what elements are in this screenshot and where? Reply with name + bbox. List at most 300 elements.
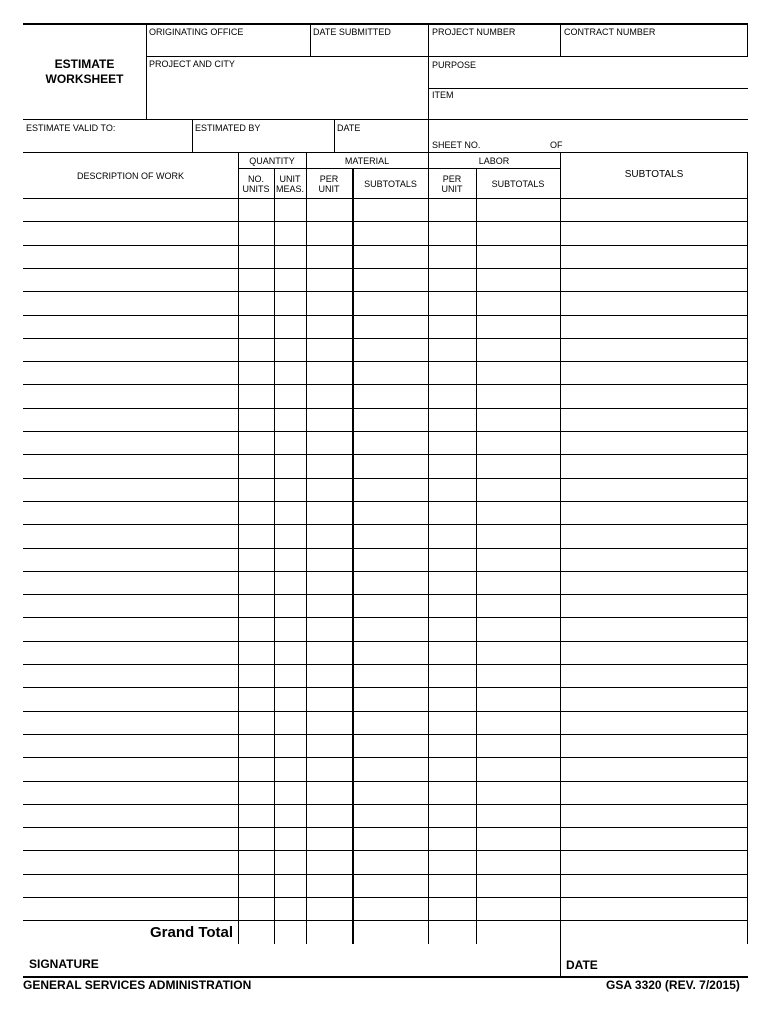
row-cell-subtotal[interactable] <box>561 269 746 290</box>
row-cell-description[interactable] <box>24 269 237 290</box>
row-cell-no-units[interactable] <box>239 851 273 873</box>
row-cell-description[interactable] <box>24 409 237 430</box>
row-cell-subtotal[interactable] <box>561 805 746 826</box>
row-cell-subtotal[interactable] <box>561 502 746 523</box>
col-lab-per-unit-line2: UNIT <box>441 184 463 194</box>
row-cell-lab-subtotal[interactable] <box>477 385 559 407</box>
row-cell-mat-subtotal[interactable] <box>354 455 427 477</box>
row-cell-mat-subtotal[interactable] <box>354 875 427 896</box>
row-cell-mat-per-unit[interactable] <box>307 222 352 244</box>
sheet-no-field[interactable] <box>482 137 548 151</box>
row-cell-mat-subtotal[interactable] <box>354 595 427 616</box>
row-cell-description[interactable] <box>24 735 237 756</box>
row-cell-mat-per-unit[interactable] <box>307 455 352 477</box>
row-cell-description[interactable] <box>24 432 237 453</box>
row-cell-description[interactable] <box>24 572 237 593</box>
row-cell-no-units[interactable] <box>239 269 273 290</box>
row-cell-lab-subtotal[interactable] <box>477 292 559 314</box>
purpose-field[interactable] <box>429 70 747 87</box>
row-cell-mat-subtotal[interactable] <box>354 618 427 640</box>
row-cell-lab-subtotal[interactable] <box>477 269 559 290</box>
row-cell-subtotal[interactable] <box>561 618 746 640</box>
row-cell-unit-meas[interactable] <box>275 828 305 849</box>
row-cell-unit-meas[interactable] <box>275 688 305 710</box>
row-cell-subtotal[interactable] <box>561 292 746 314</box>
row-cell-lab-per-unit[interactable] <box>429 525 475 547</box>
date-submitted-field[interactable] <box>311 37 427 55</box>
row-cell-lab-subtotal[interactable] <box>477 642 559 663</box>
row-cell-unit-meas[interactable] <box>275 479 305 500</box>
footer-date-field[interactable] <box>605 950 745 974</box>
row-cell-lab-subtotal[interactable] <box>477 665 559 686</box>
row-cell-unit-meas[interactable] <box>275 549 305 570</box>
row-cell-lab-per-unit[interactable] <box>429 665 475 686</box>
col-mat-subtotals: SUBTOTALS <box>364 179 417 189</box>
row-cell-unit-meas[interactable] <box>275 712 305 733</box>
row-cell-unit-meas[interactable] <box>275 502 305 523</box>
row-cell-mat-subtotal[interactable] <box>354 572 427 593</box>
row-cell-mat-per-unit[interactable] <box>307 292 352 314</box>
row-cell-lab-subtotal[interactable] <box>477 502 559 523</box>
row-cell-mat-per-unit[interactable] <box>307 316 352 337</box>
row-cell-lab-subtotal[interactable] <box>477 455 559 477</box>
row-cell-lab-per-unit[interactable] <box>429 805 475 826</box>
grand-total-lab-subtotal[interactable] <box>477 898 559 919</box>
row-cell-mat-subtotal[interactable] <box>354 316 427 337</box>
row-cell-unit-meas[interactable] <box>275 735 305 756</box>
row-cell-unit-meas[interactable] <box>275 805 305 826</box>
contract-number-field[interactable] <box>561 37 747 55</box>
row-cell-description[interactable] <box>24 595 237 616</box>
row-cell-description[interactable] <box>24 851 237 873</box>
row-cell-lab-subtotal[interactable] <box>477 432 559 453</box>
row-cell-no-units[interactable] <box>239 688 273 710</box>
project-number-label: PROJECT NUMBER <box>432 27 516 37</box>
row-cell-description[interactable] <box>24 246 237 267</box>
row-cell-subtotal[interactable] <box>561 339 746 360</box>
row-cell-subtotal[interactable] <box>561 758 746 780</box>
grand-total-label: Grand Total <box>150 924 234 941</box>
row-cell-mat-per-unit[interactable] <box>307 525 352 547</box>
row-cell-lab-subtotal[interactable] <box>477 199 559 220</box>
row-cell-lab-subtotal[interactable] <box>477 339 559 360</box>
row-cell-mat-per-unit[interactable] <box>307 409 352 430</box>
row-cell-mat-per-unit[interactable] <box>307 618 352 640</box>
row-cell-description[interactable] <box>24 758 237 780</box>
row-cell-lab-per-unit[interactable] <box>429 828 475 849</box>
row-cell-lab-per-unit[interactable] <box>429 479 475 500</box>
row-cell-mat-per-unit[interactable] <box>307 758 352 780</box>
row-cell-no-units[interactable] <box>239 665 273 686</box>
row-cell-unit-meas[interactable] <box>275 362 305 383</box>
row-cell-subtotal[interactable] <box>561 782 746 803</box>
row-cell-no-units[interactable] <box>239 758 273 780</box>
row-cell-description[interactable] <box>24 712 237 733</box>
row-cell-description[interactable] <box>24 875 237 896</box>
row-cell-no-units[interactable] <box>239 525 273 547</box>
row-cell-subtotal[interactable] <box>561 246 746 267</box>
row-cell-subtotal[interactable] <box>561 479 746 500</box>
row-cell-unit-meas[interactable] <box>275 782 305 803</box>
row-cell-no-units[interactable] <box>239 805 273 826</box>
row-cell-lab-subtotal[interactable] <box>477 316 559 337</box>
row-cell-unit-meas[interactable] <box>275 618 305 640</box>
row-cell-lab-per-unit[interactable] <box>429 246 475 267</box>
row-cell-description[interactable] <box>24 339 237 360</box>
row-cell-lab-per-unit[interactable] <box>429 269 475 290</box>
row-cell-subtotal[interactable] <box>561 385 746 407</box>
col-unit-meas-line2: MEAS. <box>275 184 304 194</box>
row-cell-lab-per-unit[interactable] <box>429 385 475 407</box>
date-field[interactable] <box>335 133 427 151</box>
row-cell-mat-subtotal[interactable] <box>354 292 427 314</box>
row-cell-lab-per-unit[interactable] <box>429 618 475 640</box>
row-cell-description[interactable] <box>24 642 237 663</box>
row-cell-mat-per-unit[interactable] <box>307 502 352 523</box>
row-cell-mat-subtotal[interactable] <box>354 735 427 756</box>
row-cell-unit-meas[interactable] <box>275 432 305 453</box>
grand-total-no-units[interactable] <box>239 898 273 919</box>
row-cell-description[interactable] <box>24 292 237 314</box>
row-cell-mat-subtotal[interactable] <box>354 269 427 290</box>
row-cell-no-units[interactable] <box>239 782 273 803</box>
row-cell-mat-per-unit[interactable] <box>307 362 352 383</box>
row-cell-mat-per-unit[interactable] <box>307 782 352 803</box>
row-cell-lab-subtotal[interactable] <box>477 479 559 500</box>
purpose-label: PURPOSE <box>432 60 477 70</box>
row-cell-mat-per-unit[interactable] <box>307 688 352 710</box>
row-cell-subtotal[interactable] <box>561 455 746 477</box>
row-cell-lab-per-unit[interactable] <box>429 316 475 337</box>
row-cell-lab-subtotal[interactable] <box>477 851 559 873</box>
row-cell-no-units[interactable] <box>239 222 273 244</box>
row-cell-description[interactable] <box>24 782 237 803</box>
estimated-by-field[interactable] <box>193 133 333 151</box>
row-cell-mat-subtotal[interactable] <box>354 409 427 430</box>
row-cell-mat-subtotal[interactable] <box>354 525 427 547</box>
col-unit-meas-line1: UNIT <box>279 174 301 184</box>
project-and-city-field[interactable] <box>147 70 427 118</box>
row-cell-lab-per-unit[interactable] <box>429 199 475 220</box>
row-cell-lab-per-unit[interactable] <box>429 875 475 896</box>
row-cell-lab-per-unit[interactable] <box>429 292 475 314</box>
row-cell-lab-per-unit[interactable] <box>429 432 475 453</box>
row-cell-lab-per-unit[interactable] <box>429 502 475 523</box>
row-cell-mat-subtotal[interactable] <box>354 782 427 803</box>
row-cell-lab-subtotal[interactable] <box>477 758 559 780</box>
row-cell-mat-per-unit[interactable] <box>307 595 352 616</box>
row-cell-unit-meas[interactable] <box>275 642 305 663</box>
row-cell-unit-meas[interactable] <box>275 269 305 290</box>
row-cell-subtotal[interactable] <box>561 828 746 849</box>
row-cell-subtotal[interactable] <box>561 409 746 430</box>
row-cell-unit-meas[interactable] <box>275 851 305 873</box>
grand-total-mat-subtotal[interactable] <box>354 898 427 919</box>
divider <box>23 119 748 120</box>
row-cell-mat-subtotal[interactable] <box>354 665 427 686</box>
row-cell-description[interactable] <box>24 688 237 710</box>
estimated-by-label: ESTIMATED BY <box>195 123 261 133</box>
form-title-line2: WORKSHEET <box>45 72 124 86</box>
row-cell-no-units[interactable] <box>239 735 273 756</box>
row-cell-lab-subtotal[interactable] <box>477 222 559 244</box>
row-cell-description[interactable] <box>24 828 237 849</box>
row-cell-subtotal[interactable] <box>561 712 746 733</box>
row-cell-unit-meas[interactable] <box>275 525 305 547</box>
row-cell-lab-subtotal[interactable] <box>477 782 559 803</box>
row-cell-mat-per-unit[interactable] <box>307 432 352 453</box>
row-cell-description[interactable] <box>24 525 237 547</box>
col-material: MATERIAL <box>344 156 390 166</box>
row-cell-lab-per-unit[interactable] <box>429 735 475 756</box>
row-cell-unit-meas[interactable] <box>275 199 305 220</box>
row-cell-no-units[interactable] <box>239 339 273 360</box>
grand-total-lab-per-unit[interactable] <box>429 898 475 919</box>
row-cell-no-units[interactable] <box>239 502 273 523</box>
row-cell-lab-subtotal[interactable] <box>477 688 559 710</box>
row-cell-lab-per-unit[interactable] <box>429 712 475 733</box>
item-label: ITEM <box>432 90 454 100</box>
grand-total-unit-meas[interactable] <box>275 898 305 919</box>
row-cell-description[interactable] <box>24 618 237 640</box>
row-cell-subtotal[interactable] <box>561 851 746 873</box>
row-cell-lab-per-unit[interactable] <box>429 758 475 780</box>
row-cell-lab-per-unit[interactable] <box>429 688 475 710</box>
row-cell-unit-meas[interactable] <box>275 385 305 407</box>
row-cell-subtotal[interactable] <box>561 642 746 663</box>
row-cell-mat-subtotal[interactable] <box>354 502 427 523</box>
row-cell-no-units[interactable] <box>239 572 273 593</box>
row-cell-mat-subtotal[interactable] <box>354 199 427 220</box>
row-cell-mat-per-unit[interactable] <box>307 735 352 756</box>
row-cell-mat-subtotal[interactable] <box>354 549 427 570</box>
originating-office-field[interactable] <box>147 37 309 55</box>
row-cell-subtotal[interactable] <box>561 735 746 756</box>
row-cell-lab-subtotal[interactable] <box>477 735 559 756</box>
estimate-valid-to-label: ESTIMATE VALID TO: <box>26 123 116 133</box>
row-cell-lab-subtotal[interactable] <box>477 595 559 616</box>
row-cell-mat-subtotal[interactable] <box>354 222 427 244</box>
col-no-units <box>238 174 274 194</box>
col-quantity: QUANTITY <box>249 156 295 166</box>
sheet-of-field[interactable] <box>566 137 626 151</box>
row-cell-mat-subtotal[interactable] <box>354 851 427 873</box>
item-field[interactable] <box>429 100 747 118</box>
row-cell-mat-per-unit[interactable] <box>307 385 352 407</box>
contract-number-label: CONTRACT NUMBER <box>564 27 656 37</box>
row-cell-lab-per-unit[interactable] <box>429 851 475 873</box>
row-cell-lab-subtotal[interactable] <box>477 525 559 547</box>
row-cell-subtotal[interactable] <box>561 549 746 570</box>
row-cell-mat-subtotal[interactable] <box>354 362 427 383</box>
row-cell-mat-subtotal[interactable] <box>354 712 427 733</box>
row-cell-no-units[interactable] <box>239 292 273 314</box>
col-lab-per-unit-line1: PER <box>442 174 462 184</box>
row-cell-description[interactable] <box>24 455 237 477</box>
col-mat-per-unit-line2: UNIT <box>318 184 340 194</box>
form-top-border <box>23 23 748 25</box>
row-cell-lab-subtotal[interactable] <box>477 712 559 733</box>
row-cell-no-units[interactable] <box>239 432 273 453</box>
row-cell-mat-subtotal[interactable] <box>354 339 427 360</box>
project-and-city-label: PROJECT AND CITY <box>149 59 235 69</box>
row-cell-mat-per-unit[interactable] <box>307 805 352 826</box>
row-cell-no-units[interactable] <box>239 246 273 267</box>
row-cell-mat-per-unit[interactable] <box>307 712 352 733</box>
row-cell-no-units[interactable] <box>239 828 273 849</box>
row-cell-no-units[interactable] <box>239 642 273 663</box>
row-cell-description[interactable] <box>24 502 237 523</box>
form-number: GSA 3320 (REV. 7/2015) <box>606 978 740 992</box>
grand-total-subtotal[interactable] <box>561 898 746 919</box>
row-cell-no-units[interactable] <box>239 362 273 383</box>
row-cell-lab-per-unit[interactable] <box>429 222 475 244</box>
row-cell-no-units[interactable] <box>239 199 273 220</box>
row-cell-description[interactable] <box>24 805 237 826</box>
row-cell-mat-subtotal[interactable] <box>354 385 427 407</box>
signature-field[interactable] <box>110 950 555 974</box>
row-cell-unit-meas[interactable] <box>275 316 305 337</box>
row-cell-mat-subtotal[interactable] <box>354 758 427 780</box>
row-cell-unit-meas[interactable] <box>275 572 305 593</box>
row-cell-description[interactable] <box>24 549 237 570</box>
row-cell-lab-subtotal[interactable] <box>477 362 559 383</box>
row-cell-description[interactable] <box>24 316 237 337</box>
row-cell-mat-per-unit[interactable] <box>307 199 352 220</box>
row-cell-mat-per-unit[interactable] <box>307 828 352 849</box>
row-cell-mat-per-unit[interactable] <box>307 246 352 267</box>
row-cell-lab-subtotal[interactable] <box>477 572 559 593</box>
row-cell-subtotal[interactable] <box>561 572 746 593</box>
row-cell-mat-subtotal[interactable] <box>354 688 427 710</box>
col-labor: LABOR <box>478 156 510 166</box>
row-cell-description[interactable] <box>24 222 237 244</box>
date-submitted-label: DATE SUBMITTED <box>313 27 391 37</box>
row-cell-lab-subtotal[interactable] <box>477 409 559 430</box>
row-cell-mat-subtotal[interactable] <box>354 805 427 826</box>
row-cell-subtotal[interactable] <box>561 595 746 616</box>
sheet-no-label: SHEET NO. <box>432 140 481 150</box>
row-cell-no-units[interactable] <box>239 455 273 477</box>
row-cell-subtotal[interactable] <box>561 525 746 547</box>
row-cell-lab-per-unit[interactable] <box>429 782 475 803</box>
row-cell-unit-meas[interactable] <box>275 409 305 430</box>
date-label: DATE <box>337 123 361 133</box>
row-cell-lab-subtotal[interactable] <box>477 805 559 826</box>
row-cell-unit-meas[interactable] <box>275 339 305 360</box>
divider <box>146 56 748 57</box>
row-cell-mat-subtotal[interactable] <box>354 828 427 849</box>
row-cell-description[interactable] <box>24 362 237 383</box>
row-cell-subtotal[interactable] <box>561 688 746 710</box>
row-cell-subtotal[interactable] <box>561 875 746 896</box>
row-cell-no-units[interactable] <box>239 316 273 337</box>
project-number-field[interactable] <box>429 37 559 55</box>
row-cell-no-units[interactable] <box>239 875 273 896</box>
row-cell-description[interactable] <box>24 665 237 686</box>
row-cell-mat-per-unit[interactable] <box>307 269 352 290</box>
row-cell-mat-subtotal[interactable] <box>354 432 427 453</box>
row-cell-description[interactable] <box>24 385 237 407</box>
row-cell-lab-subtotal[interactable] <box>477 618 559 640</box>
agency-name: GENERAL SERVICES ADMINISTRATION <box>23 978 252 992</box>
row-cell-lab-per-unit[interactable] <box>429 549 475 570</box>
row-cell-mat-per-unit[interactable] <box>307 665 352 686</box>
row-cell-unit-meas[interactable] <box>275 292 305 314</box>
row-cell-lab-subtotal[interactable] <box>477 828 559 849</box>
row-cell-subtotal[interactable] <box>561 316 746 337</box>
row-cell-unit-meas[interactable] <box>275 758 305 780</box>
row-cell-no-units[interactable] <box>239 385 273 407</box>
row-cell-subtotal[interactable] <box>561 665 746 686</box>
row-cell-lab-per-unit[interactable] <box>429 339 475 360</box>
row-cell-lab-per-unit[interactable] <box>429 642 475 663</box>
row-cell-lab-per-unit[interactable] <box>429 362 475 383</box>
col-mat-per-unit <box>306 174 352 194</box>
row-cell-lab-subtotal[interactable] <box>477 549 559 570</box>
row-cell-no-units[interactable] <box>239 595 273 616</box>
row-cell-lab-per-unit[interactable] <box>429 572 475 593</box>
row-cell-unit-meas[interactable] <box>275 875 305 896</box>
row-cell-lab-subtotal[interactable] <box>477 246 559 267</box>
col-mat-per-unit-line1: PER <box>319 174 339 184</box>
divider <box>747 24 748 56</box>
row-cell-unit-meas[interactable] <box>275 455 305 477</box>
estimate-valid-to-field[interactable] <box>24 133 191 151</box>
row-cell-description[interactable] <box>24 479 237 500</box>
grand-total-mat-per-unit[interactable] <box>307 898 352 919</box>
divider <box>428 88 748 89</box>
row-cell-lab-per-unit[interactable] <box>429 409 475 430</box>
row-cell-mat-subtotal[interactable] <box>354 246 427 267</box>
col-no-units-line2: UNITS <box>242 184 270 194</box>
col-lab-subtotals: SUBTOTALS <box>491 179 545 189</box>
row-cell-unit-meas[interactable] <box>275 222 305 244</box>
row-cell-no-units[interactable] <box>239 618 273 640</box>
row-cell-mat-per-unit[interactable] <box>307 851 352 873</box>
row-cell-subtotal[interactable] <box>561 222 746 244</box>
row-cell-mat-per-unit[interactable] <box>307 339 352 360</box>
row-cell-lab-per-unit[interactable] <box>429 455 475 477</box>
row-cell-lab-per-unit[interactable] <box>429 595 475 616</box>
col-no-units-line1: NO. <box>247 174 264 184</box>
row-cell-subtotal[interactable] <box>561 199 746 220</box>
divider <box>238 168 560 169</box>
row-cell-mat-per-unit[interactable] <box>307 549 352 570</box>
row-cell-mat-per-unit[interactable] <box>307 875 352 896</box>
row-cell-unit-meas[interactable] <box>275 246 305 267</box>
row-cell-lab-subtotal[interactable] <box>477 875 559 896</box>
row-cell-mat-per-unit[interactable] <box>307 572 352 593</box>
row-cell-unit-meas[interactable] <box>275 665 305 686</box>
row-cell-no-units[interactable] <box>239 712 273 733</box>
row-cell-no-units[interactable] <box>239 549 273 570</box>
col-subtotals: SUBTOTALS <box>624 169 684 180</box>
originating-office-label: ORIGINATING OFFICE <box>149 27 244 37</box>
row-cell-no-units[interactable] <box>239 479 273 500</box>
row-cell-mat-subtotal[interactable] <box>354 642 427 663</box>
row-cell-mat-per-unit[interactable] <box>307 479 352 500</box>
row-cell-mat-subtotal[interactable] <box>354 479 427 500</box>
row-cell-subtotal[interactable] <box>561 362 746 383</box>
table-top-border <box>23 152 748 153</box>
row-cell-subtotal[interactable] <box>561 432 746 453</box>
row-cell-mat-per-unit[interactable] <box>307 642 352 663</box>
form-title-line1: ESTIMATE <box>54 57 115 71</box>
row-cell-description[interactable] <box>24 199 237 220</box>
row-cell-no-units[interactable] <box>239 409 273 430</box>
row-cell-unit-meas[interactable] <box>275 595 305 616</box>
